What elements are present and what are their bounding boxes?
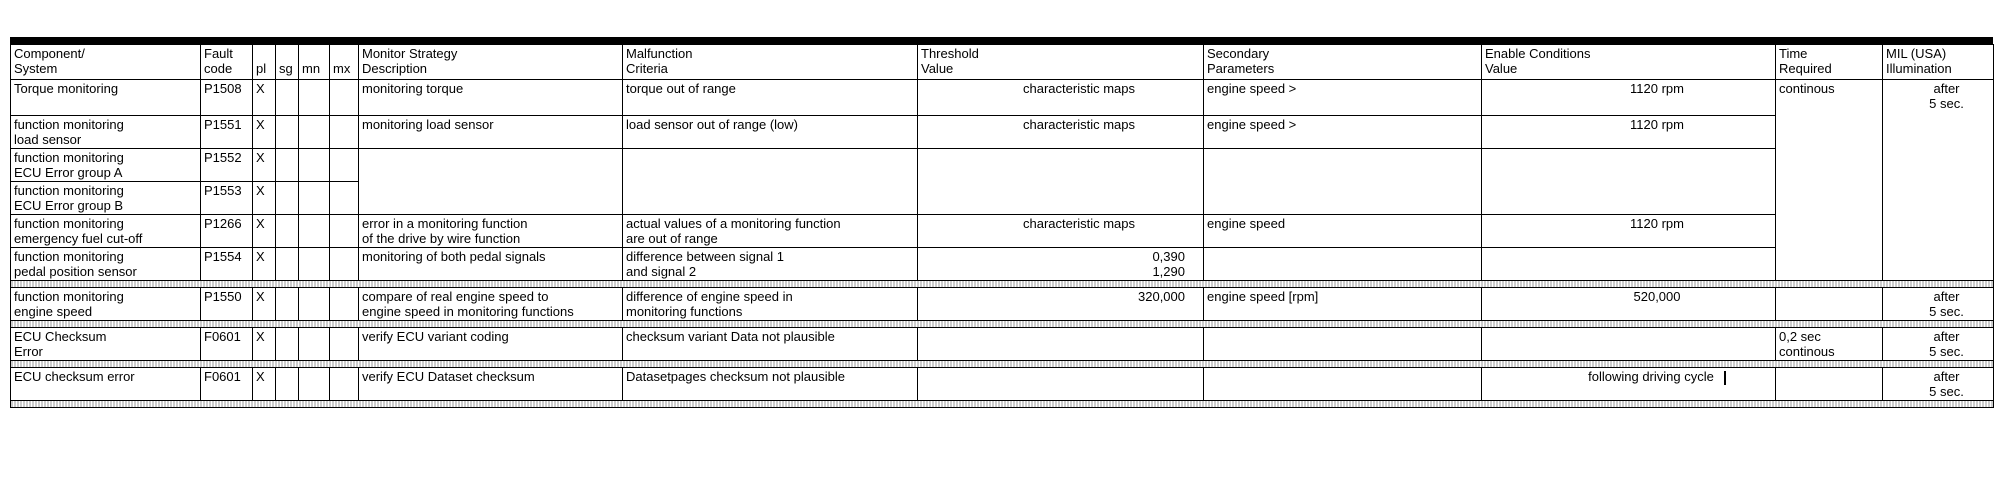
cell-monitor: monitoring torque (359, 80, 623, 116)
cell-mil: after 5 sec. (1883, 328, 1994, 361)
cell-monitor: verify ECU Dataset checksum (359, 368, 623, 401)
cell-time (1776, 215, 1883, 248)
header-threshold: Threshold Value (918, 45, 1204, 80)
cell-fault-code: P1551 (201, 116, 253, 149)
row-separator (11, 321, 1994, 328)
cell-sg (276, 215, 299, 248)
cell-component: function monitoring load sensor (11, 116, 201, 149)
header-mx: mx (330, 45, 359, 80)
cell-pl: X (253, 248, 276, 281)
table-row (11, 149, 1994, 182)
cell-sg (276, 368, 299, 401)
header-mn: mn (299, 45, 330, 80)
cell-pl: X (253, 149, 276, 182)
cell-threshold: 320,000 (918, 288, 1204, 321)
cell-component: function monitoring engine speed (11, 288, 201, 321)
cell-mil (1883, 149, 1994, 182)
cell-mil: after 5 sec. (1883, 288, 1994, 321)
monitor-table (10, 44, 1994, 408)
cell-pl: X (253, 215, 276, 248)
cell-malfunction: load sensor out of range (low) (623, 116, 918, 149)
cell-monitor: verify ECU variant coding (359, 328, 623, 361)
cell-mil (1883, 116, 1994, 149)
cell-pl: X (253, 328, 276, 361)
table-row (11, 288, 1994, 321)
cell-mil: after 5 sec. (1883, 80, 1994, 116)
cell-malfunction: difference between signal 1 and signal 2 (623, 248, 918, 281)
header-enable-conditions: Enable Conditions Value (1482, 45, 1776, 80)
cell-time: continous (1776, 80, 1883, 116)
cell-enable (1482, 149, 1776, 182)
cell-mx (330, 328, 359, 361)
cell-time: 0,2 sec continous (1776, 328, 1883, 361)
cell-malfunction: checksum variant Data not plausible (623, 328, 918, 361)
cell-secondary (1204, 248, 1482, 281)
header-fault-code: Fault code (201, 45, 253, 80)
cell-mn (299, 215, 330, 248)
header-monitor-strategy: Monitor Strategy Description (359, 45, 623, 80)
cell-enable: following driving cycle (1482, 368, 1776, 401)
cell-time (1776, 149, 1883, 182)
cell-sg (276, 80, 299, 116)
cell-malfunction (623, 182, 918, 215)
cell-pl: X (253, 288, 276, 321)
cell-sg (276, 288, 299, 321)
cell-threshold: 0,390 1,290 (918, 248, 1204, 281)
cell-mn (299, 80, 330, 116)
cell-mx (330, 149, 359, 182)
top-rule (10, 37, 1993, 44)
cell-fault-code: F0601 (201, 368, 253, 401)
cell-pl: X (253, 80, 276, 116)
cell-mx (330, 248, 359, 281)
cell-threshold (918, 149, 1204, 182)
cell-enable: 1120 rpm (1482, 80, 1776, 116)
cell-secondary: engine speed [rpm] (1204, 288, 1482, 321)
cell-enable (1482, 182, 1776, 215)
cell-mn (299, 182, 330, 215)
cell-mil: after 5 sec. (1883, 368, 1994, 401)
cell-mn (299, 116, 330, 149)
cell-mx (330, 116, 359, 149)
cell-monitor (359, 182, 623, 215)
header-sg: sg (276, 45, 299, 80)
cell-malfunction: difference of engine speed in monitoring functions (623, 288, 918, 321)
cell-time (1776, 116, 1883, 149)
row-separator (11, 401, 1994, 408)
row-separator (11, 281, 1994, 288)
cell-sg (276, 182, 299, 215)
cell-fault-code: P1552 (201, 149, 253, 182)
cell-component: function monitoring ECU Error group A (11, 149, 201, 182)
cell-monitor: error in a monitoring function of the drive by wire function (359, 215, 623, 248)
cell-monitor: compare of real engine speed to engine speed in monitoring functions (359, 288, 623, 321)
cell-threshold (918, 328, 1204, 361)
cell-threshold (918, 182, 1204, 215)
table-row (11, 368, 1994, 401)
cell-secondary (1204, 368, 1482, 401)
cell-threshold: characteristic maps (918, 116, 1204, 149)
cell-malfunction: actual values of a monitoring function are out of range (623, 215, 918, 248)
cell-mil (1883, 182, 1994, 215)
cell-threshold: characteristic maps (918, 80, 1204, 116)
cell-sg (276, 116, 299, 149)
cell-mx (330, 288, 359, 321)
cell-secondary: engine speed > (1204, 116, 1482, 149)
cell-mn (299, 288, 330, 321)
header-malfunction-criteria: Malfunction Criteria (623, 45, 918, 80)
cell-malfunction (623, 149, 918, 182)
cell-secondary: engine speed (1204, 215, 1482, 248)
cell-mx (330, 215, 359, 248)
cell-monitor (359, 149, 623, 182)
cell-fault-code: P1553 (201, 182, 253, 215)
header-mil: MIL (USA) Illumination (1883, 45, 1994, 80)
header-pl: pl (253, 45, 276, 80)
cell-pl: X (253, 368, 276, 401)
header-component: Component/ System (11, 45, 201, 80)
cell-mx (330, 80, 359, 116)
cell-component: ECU Checksum Error (11, 328, 201, 361)
cell-mx (330, 368, 359, 401)
cell-monitor: monitoring load sensor (359, 116, 623, 149)
cell-component: function monitoring pedal position sensor (11, 248, 201, 281)
diagnostic-table-sheet (10, 37, 1993, 408)
cell-secondary (1204, 328, 1482, 361)
cell-sg (276, 248, 299, 281)
cell-threshold: characteristic maps (918, 215, 1204, 248)
cell-pl: X (253, 182, 276, 215)
cell-mil (1883, 215, 1994, 248)
cell-secondary: engine speed > (1204, 80, 1482, 116)
cell-threshold (918, 368, 1204, 401)
cell-monitor: monitoring of both pedal signals (359, 248, 623, 281)
table-row (11, 116, 1994, 149)
cell-pl: X (253, 116, 276, 149)
cell-fault-code: P1508 (201, 80, 253, 116)
cell-component: function monitoring emergency fuel cut-off (11, 215, 201, 248)
cell-mn (299, 368, 330, 401)
header-time-required: Time Required (1776, 45, 1883, 80)
table-row (11, 328, 1994, 361)
cell-enable: 1120 rpm (1482, 215, 1776, 248)
cell-enable (1482, 248, 1776, 281)
cell-mn (299, 328, 330, 361)
cell-mil (1883, 248, 1994, 281)
cell-time (1776, 182, 1883, 215)
cell-time (1776, 368, 1883, 401)
cell-time (1776, 288, 1883, 321)
cell-time (1776, 248, 1883, 281)
cell-enable: 1120 rpm (1482, 116, 1776, 149)
header-secondary: Secondary Parameters (1204, 45, 1482, 80)
table-row (11, 80, 1994, 116)
header-row (11, 45, 1994, 80)
cell-component: Torque monitoring (11, 80, 201, 116)
cell-secondary (1204, 149, 1482, 182)
cell-component: ECU checksum error (11, 368, 201, 401)
cell-component: function monitoring ECU Error group B (11, 182, 201, 215)
cell-sg (276, 328, 299, 361)
row-separator (11, 361, 1994, 368)
cell-fault-code: P1266 (201, 215, 253, 248)
cell-fault-code: P1550 (201, 288, 253, 321)
cell-enable: 520,000 (1482, 288, 1776, 321)
cell-secondary (1204, 182, 1482, 215)
cell-malfunction: torque out of range (623, 80, 918, 116)
cell-mn (299, 248, 330, 281)
text-cursor (1724, 371, 1726, 385)
cell-fault-code: F0601 (201, 328, 253, 361)
table-row (11, 248, 1994, 281)
table-row (11, 215, 1994, 248)
table-row (11, 182, 1994, 215)
cell-mn (299, 149, 330, 182)
cell-fault-code: P1554 (201, 248, 253, 281)
cell-mx (330, 182, 359, 215)
cell-sg (276, 149, 299, 182)
cell-malfunction: Datasetpages checksum not plausible (623, 368, 918, 401)
cell-enable (1482, 328, 1776, 361)
